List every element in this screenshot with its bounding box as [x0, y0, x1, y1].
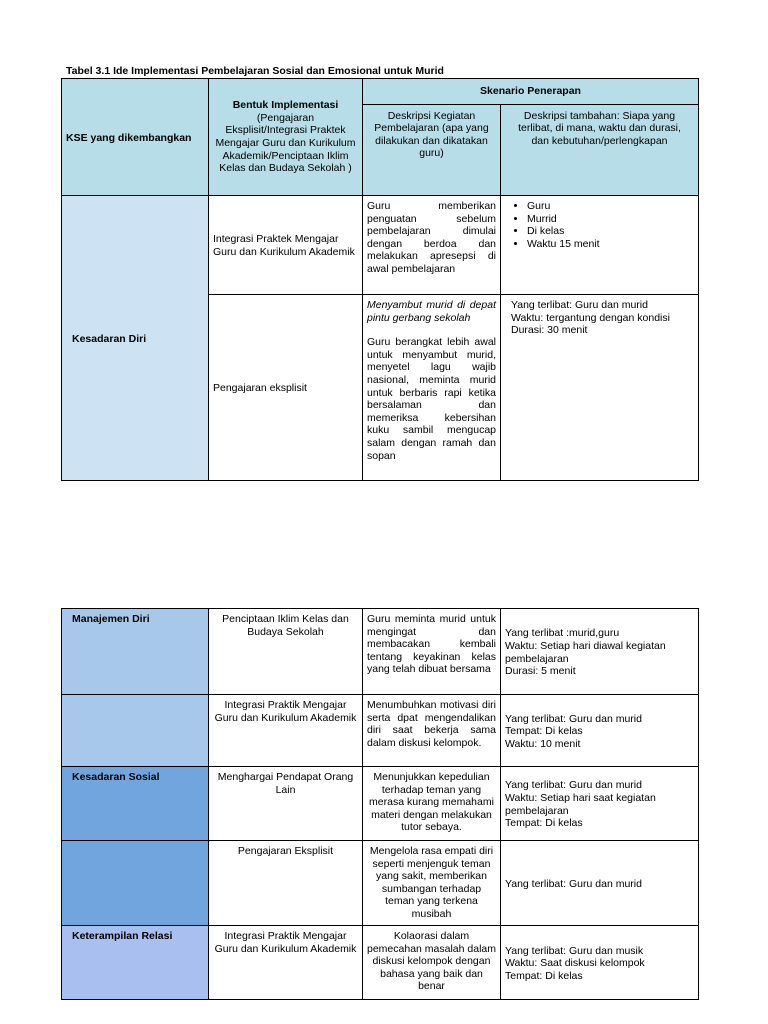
kse-cell: Keterampilan Relasi [62, 926, 209, 1000]
bentuk-cell: Menghargai Pendapat Orang Lain [209, 767, 363, 841]
kse-cell [62, 695, 209, 767]
header-bentuk-sub: (Pengajaran Eksplisit/Integrasi Praktek Mengajar Guru dan Kurikulum Akademik/Penciptaan Iklim Kelas dan Budaya Sekolah ) [215, 111, 356, 175]
header-kse: KSE yang dikembangkan [62, 79, 209, 196]
tambahan-cell: Yang terlibat: Guru dan murid Waktu: tergantung dengan kondisi Durasi: 30 menit [501, 295, 699, 481]
tambahan-cell: Yang terlibat: Guru dan murid Tempat: Di kelas Waktu: 10 menit [501, 695, 699, 767]
header-skenario: Skenario Penerapan [363, 79, 699, 105]
bentuk-cell: Pengajaran Eksplisit [209, 841, 363, 926]
deskripsi-cell: Kolaorasi dalam pemecahan masalah dalam diskusi kelompok dengan bahasa yang baik dan benar [363, 926, 501, 1000]
kse-cell: Kesadaran Sosial [62, 767, 209, 841]
tambahan-cell: Yang terlibat: Guru dan murid Waktu: Setiap hari saat kegiatan pembelajaran Tempat: Di kelas [501, 767, 699, 841]
deskripsi-cell: Menumbuhkan motivasi diri serta dpat mengendalikan diri saat bekerja sama dalam diskusi kelompok. [363, 695, 501, 767]
tambahan-list [505, 200, 694, 250]
bentuk-cell: Integrasi Praktik Mengajar Guru dan Kurikulum Akademik [209, 695, 363, 767]
table-row [62, 695, 699, 767]
list-item: • Guru [527, 200, 694, 213]
table-row [62, 609, 699, 695]
header-bentuk [209, 79, 363, 196]
deskripsi-cell: Guru memberikan penguatan sebelum pembelajaran dimulai dengan berdoa dan melakukan apresepsi di awal pembelajaran [363, 196, 501, 295]
table-kesadaran-diri [61, 78, 699, 481]
deskripsi-cell: Guru meminta murid untuk mengingat dan membacakan kembali tentang keyakinan kelas yang telah dibuat bersama [363, 609, 501, 695]
table-row [62, 841, 699, 926]
list-item: • Waktu 15 menit [527, 238, 694, 251]
tambahan-cell: Yang terlibat :murid,guru Waktu: Setiap hari diawal kegiatan pembelajaran Durasi: 5 menit [501, 609, 699, 695]
tambahan-cell [501, 196, 699, 295]
table-kse-lanjutan [61, 608, 699, 1000]
kse-cell: Manajemen Diri [62, 609, 209, 695]
bentuk-cell: Integrasi Praktik Mengajar Guru dan Kurikulum Akademik [209, 926, 363, 1000]
tambahan-cell: Yang terlibat: Guru dan murid [501, 841, 699, 926]
deskripsi-cell: Mengelola rasa empati diri seperti menjenguk teman yang sakit, memberikan sumbangan terhadap teman yang terkena musibah [363, 841, 501, 926]
bentuk-cell: Penciptaan Iklim Kelas dan Budaya Sekolah [209, 609, 363, 695]
list-item: • Murrid [527, 213, 694, 226]
deskripsi-text: Guru berangkat lebih awal untuk menyambut murid, menyetel lagu wajib nasional, meminta murid untuk berbaris rapi ketika bersalaman dan memeriksa kebersihan kuku sambil mengucap salam dengan ramah dan sopan [367, 336, 496, 462]
header-tambahan: Deskripsi tambahan: Siapa yang terlibat, di mana, waktu dan durasi, dan kebutuhan/perlengkapan [501, 104, 699, 195]
deskripsi-cell: Menunjukkan kepedulian terhadap teman yang merasa kurang memahami materi dengan melakukan tutor sebaya. [363, 767, 501, 841]
deskripsi-italic: Menyambut murid di depat pintu gerbang sekolah [367, 299, 496, 324]
list-item: • Di kelas [527, 225, 694, 238]
table-row [62, 767, 699, 841]
table-caption: Tabel 3.1 Ide Implementasi Pembelajaran Sosial dan Emosional untuk Murid [66, 65, 444, 77]
bentuk-cell: Pengajaran eksplisit [209, 295, 363, 481]
header-deskripsi: Deskripsi Kegiatan Pembelajaran (apa yang dilakukan dan dikatakan guru) [363, 104, 501, 195]
kse-kesadaran-diri: Kesadaran Diri [62, 196, 209, 481]
header-bentuk-title: Bentuk Implementasi [232, 99, 339, 112]
tambahan-cell: Yang terlibat: Guru dan musik Waktu: Saat diskusi kelompok Tempat: Di kelas [501, 926, 699, 1000]
deskripsi-cell [363, 295, 501, 481]
table-row [62, 926, 699, 1000]
kse-cell [62, 841, 209, 926]
bentuk-cell: Integrasi Praktek Mengajar Guru dan Kurikulum Akademik [209, 196, 363, 295]
